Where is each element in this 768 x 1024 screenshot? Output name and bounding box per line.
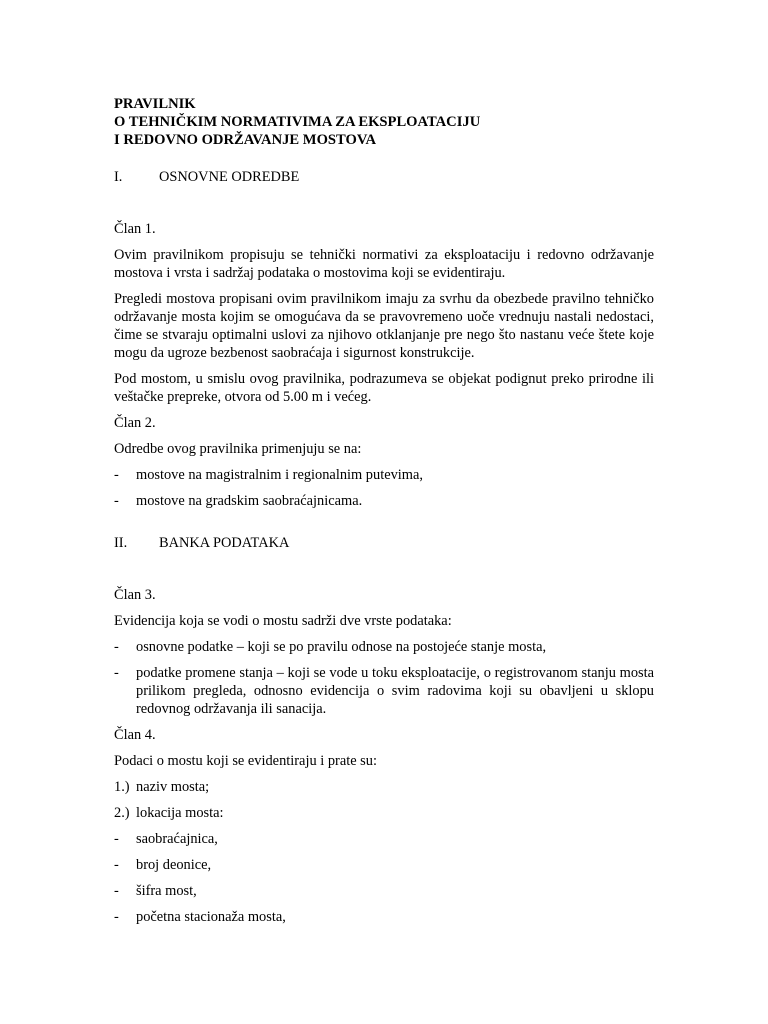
list-bullet: - — [114, 831, 119, 847]
title-line-1: PRAVILNIK — [114, 96, 196, 112]
list-bullet: - — [114, 909, 119, 925]
article-3-intro: Evidencija koja se vodi o mostu sadrži dve vrste podataka: — [114, 613, 452, 629]
title-line-3: I REDOVNO ODRŽAVANJE MOSTOVA — [114, 132, 377, 148]
section-title: OSNOVNE ODREDBE — [159, 169, 300, 185]
section-number: I. — [114, 169, 123, 185]
list-bullet: - — [114, 665, 119, 681]
article-1-paragraph-2: Pregledi mostova propisani ovim pravilnikom imaju za svrhu da obezbede pravilno tehničko održavanje mosta kojim se omogućava da se pravovremeno uoče vrednuju nastali nedostaci, čime se stvaraju optimalni uslovi za njihovo otklanjanje pre nego što nastanu veće štete koje mogu da ugroze bezbenost saobraćaja i sigurnost konstrukcije. — [114, 291, 654, 361]
list-item-text: naziv mosta; — [136, 779, 210, 795]
article-4-intro: Podaci o mostu koji se evidentiraju i prate su: — [114, 753, 377, 769]
title-line-2: O TEHNIČKIM NORMATIVIMA ZA EKSPLOATACIJU — [114, 114, 481, 130]
article-heading-1: Član 1. — [114, 221, 156, 237]
list-item — [114, 778, 654, 796]
list-bullet: - — [114, 467, 119, 483]
list-item-text: saobraćajnica, — [136, 831, 218, 847]
list-item — [114, 664, 654, 718]
list-item — [114, 830, 654, 848]
list-item-text: mostove na gradskim saobraćajnicama. — [136, 493, 363, 509]
section-title: BANKA PODATAKA — [159, 535, 290, 551]
list-number: 2.) — [114, 805, 130, 821]
article-2-intro: Odredbe ovog pravilnika primenjuju se na: — [114, 441, 362, 457]
list-item — [114, 856, 654, 874]
list-bullet: - — [114, 883, 119, 899]
article-heading-2: Član 2. — [114, 415, 156, 431]
list-bullet: - — [114, 639, 119, 655]
document-title — [114, 95, 654, 149]
section-heading-2 — [114, 534, 654, 552]
list-item — [114, 908, 654, 926]
list-item — [114, 804, 654, 822]
section-heading-1 — [114, 168, 654, 186]
list-item-text: početna stacionaža mosta, — [136, 909, 286, 925]
list-item-text: mostove na magistralnim i regionalnim putevima, — [136, 467, 423, 483]
list-bullet: - — [114, 493, 119, 509]
list-bullet: - — [114, 857, 119, 873]
article-heading-4: Član 4. — [114, 727, 156, 743]
list-item — [114, 638, 654, 656]
list-item-text: šifra most, — [136, 883, 197, 899]
article-1-paragraph-1: Ovim pravilnikom propisuju se tehnički normativi za eksploataciju i redovno održavanje mostova i vrsta i sadržaj podataka o mostovima koji se evidentiraju. — [114, 247, 654, 281]
article-heading-3: Član 3. — [114, 587, 156, 603]
section-number: II. — [114, 535, 128, 551]
list-item — [114, 492, 654, 510]
list-item-text: podatke promene stanja – koji se vode u toku eksploatacije, o registrovanom stanju mosta prilikom pregleda, odnosno evidencija o svim radovima koji su obavljeni u sklopu redovnog održavanja ili sanacija. — [136, 665, 654, 717]
list-item — [114, 882, 654, 900]
article-1-paragraph-3: Pod mostom, u smislu ovog pravilnika, podrazumeva se objekat podignut preko prirodne ili veštačke prepreke, otvora od 5.00 m i većeg. — [114, 371, 654, 405]
list-item-text: osnovne podatke – koji se po pravilu odnose na postojeće stanje mosta, — [136, 639, 547, 655]
list-item-text: broj deonice, — [136, 857, 212, 873]
list-item — [114, 466, 654, 484]
list-number: 1.) — [114, 779, 130, 795]
list-item-text: lokacija mosta: — [136, 805, 224, 821]
